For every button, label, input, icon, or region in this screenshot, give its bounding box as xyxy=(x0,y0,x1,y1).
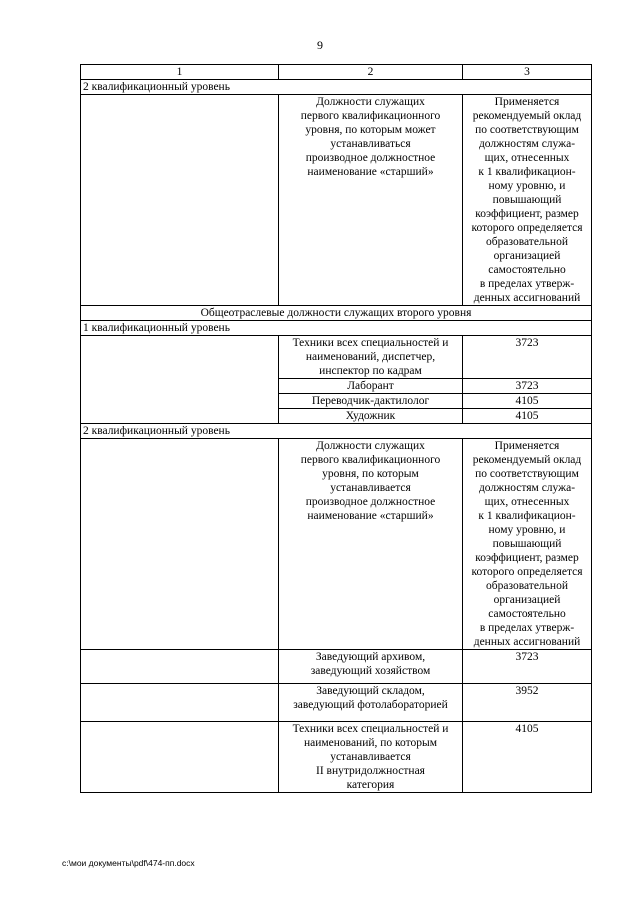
salary-cell: 3723 xyxy=(463,379,592,394)
table-row xyxy=(81,722,592,793)
table-row xyxy=(81,95,592,306)
header-col-2: 2 xyxy=(279,65,463,80)
table-header-row xyxy=(81,65,592,80)
position-cell: Заведующий архивом, заведующий хозяйством xyxy=(279,650,463,684)
qualification-level-row xyxy=(81,80,592,95)
section-title-row xyxy=(81,306,592,321)
salary-cell: 4105 xyxy=(463,409,592,424)
salary-cell: 3723 xyxy=(463,650,592,684)
position-cell: Заведующий складом, заведующий фотолабораторией xyxy=(279,684,463,722)
table-cell-empty xyxy=(81,650,279,684)
salary-cell: 3723 xyxy=(463,336,592,379)
salary-table xyxy=(80,64,592,793)
table-cell-empty xyxy=(81,336,279,424)
table-row xyxy=(81,439,592,650)
position-cell: Должности служащих первого квалификационного уровня, по которым устанавливается производное должностное наименование «старший» xyxy=(279,439,463,650)
header-col-1: 1 xyxy=(81,65,279,80)
table-row xyxy=(81,650,592,684)
qualification-level-row xyxy=(81,321,592,336)
position-cell: Переводчик-дактилолог xyxy=(279,394,463,409)
header-col-3: 3 xyxy=(463,65,592,80)
salary-cell: Применяется рекомендуемый оклад по соответствующим должностям служа- щих, отнесенных к 1 квалификацион- ному уровню, и повышающий коэффициент, размер которого определяется образовательной организацией самостоятельно в пределах утверж- денных ассигнований xyxy=(463,439,592,650)
salary-cell: 4105 xyxy=(463,722,592,793)
position-cell: Техники всех специальностей и наименований, диспетчер, инспектор по кадрам xyxy=(279,336,463,379)
footer-file-path: c:\мои документы\pdf\474-пп.docx xyxy=(62,858,195,868)
qualification-level-label: 1 квалификационный уровень xyxy=(81,321,592,336)
table-cell-empty xyxy=(81,439,279,650)
salary-cell: 3952 xyxy=(463,684,592,722)
section-title: Общеотраслевые должности служащих второго уровня xyxy=(81,306,592,321)
salary-cell: Применяется рекомендуемый оклад по соответствующим должностям служа- щих, отнесенных к 1 квалификацион- ному уровню, и повышающий коэффициент, размер которого определяется образовательной организацией самостоятельно в пределах утверж- денных ассигнований xyxy=(463,95,592,306)
qualification-level-row xyxy=(81,424,592,439)
page-number: 9 xyxy=(317,38,323,52)
table-cell-empty xyxy=(81,95,279,306)
position-cell: Должности служащих первого квалификационного уровня, по которым может устанавливаться производное должностное наименование «старший» xyxy=(279,95,463,306)
table-cell-empty xyxy=(81,684,279,722)
qualification-level-label: 2 квалификационный уровень xyxy=(81,424,592,439)
table-row xyxy=(81,336,592,379)
position-cell: Лаборант xyxy=(279,379,463,394)
position-cell: Техники всех специальностей и наименований, по которым устанавливается II внутридолжностная категория xyxy=(279,722,463,793)
table-row xyxy=(81,684,592,722)
qualification-level-label: 2 квалификационный уровень xyxy=(81,80,592,95)
position-cell: Художник xyxy=(279,409,463,424)
table-cell-empty xyxy=(81,722,279,793)
salary-cell: 4105 xyxy=(463,394,592,409)
